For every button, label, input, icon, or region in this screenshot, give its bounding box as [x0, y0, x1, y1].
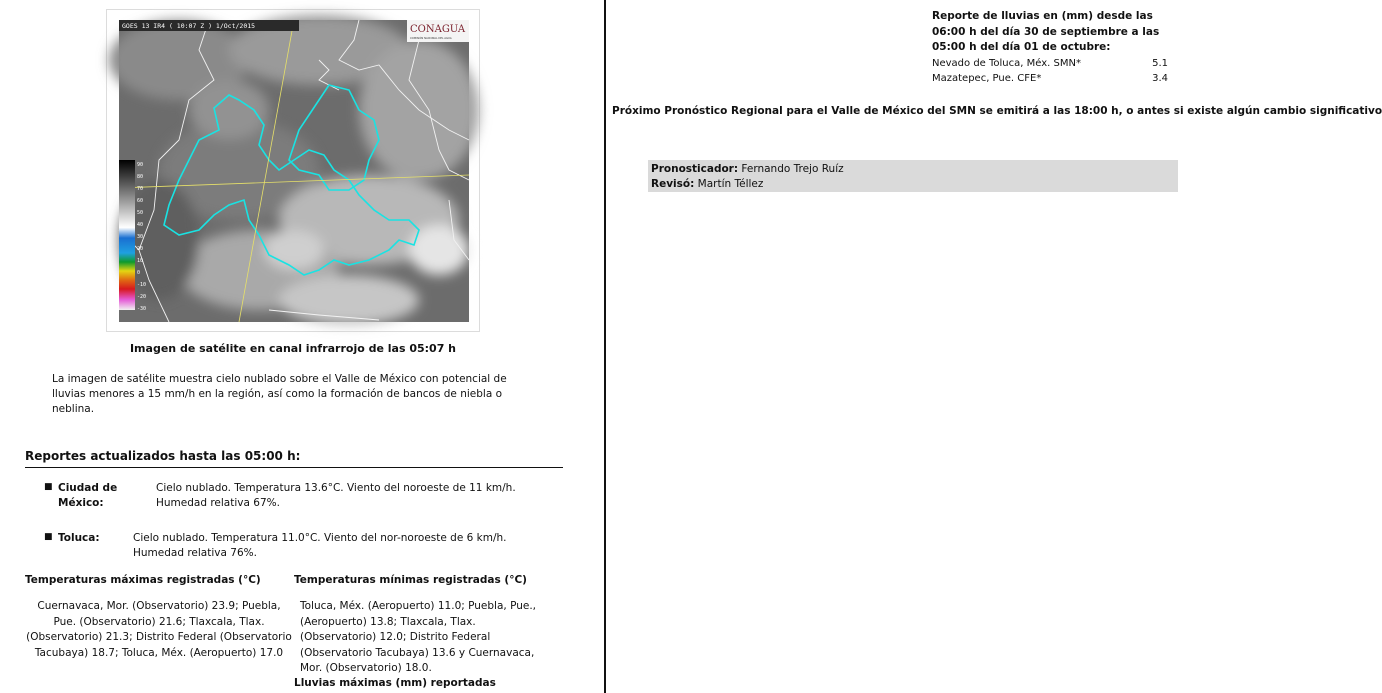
satellite-image-frame [106, 9, 480, 332]
scale-label: 50 [137, 210, 144, 216]
rain-report [932, 9, 1178, 86]
forecaster-label: Pronosticador: [651, 163, 739, 175]
reviewer-name: Martín Téllez [697, 178, 764, 190]
report-text: Cielo nublado. Temperatura 11.0°C. Viento del nor-noroeste de 6 km/h. Humedad relativa 76%. [133, 532, 507, 559]
forecaster-line [651, 162, 1175, 177]
report-text: Cielo nublado. Temperatura 13.6°C. Viento del noroeste de 11 km/h. Humedad relativa 67%. [156, 482, 516, 509]
scale-label: 60 [137, 198, 144, 204]
scale-label: 80 [137, 174, 144, 180]
conagua-logo-subtitle: COMISIÓN NACIONAL DEL AGUA [410, 37, 452, 40]
scale-label: 40 [137, 222, 144, 228]
satellite-description: La imagen de satélite muestra cielo nublado sobre el Valle de México con potencial de lluvias menores a 15 mm/h en la región, así como la formación de bancos de niebla o neblina. [52, 373, 507, 415]
temperature-color-scale [119, 160, 135, 310]
min-temps-list: Toluca, Méx. (Aeropuerto) 11.0; Puebla, Pue., (Aeropuerto) 13.8; Tlaxcala, Tlax. (Observatorio) 12.0; Distrito Federal (Observatorio Tacubaya) 13.6 y Cuernavaca, Mor. (Observatorio) 18.0. [300, 600, 537, 675]
report-item-toluca [44, 531, 564, 561]
scale-label: 20 [137, 246, 144, 252]
min-temps-title: Temperaturas mínimas registradas (°C) [294, 574, 527, 586]
rain-station: Mazatepec, Pue. CFE* [932, 72, 1042, 84]
conagua-logo: CONAGUA [410, 24, 466, 35]
report-item-ciudad-de-mexico [44, 481, 564, 511]
scale-label: 30 [137, 234, 144, 240]
reviewer-line [651, 177, 1175, 192]
scale-label: -10 [137, 282, 147, 288]
rain-value: 3.4 [1152, 72, 1168, 84]
rain-report-row [932, 71, 1168, 86]
forecaster-name: Fernando Trejo Ruíz [741, 163, 844, 175]
bullet-icon: ■ [44, 532, 53, 542]
scale-label: 0 [137, 270, 141, 276]
scale-label: -30 [137, 306, 147, 312]
report-label: Toluca: [58, 532, 100, 544]
next-forecast-notice: Próximo Pronóstico Regional para el Valle de México del SMN se emitirá a las 18:00 h, o antes si existe algún cambio significativo [612, 105, 1382, 117]
scale-label: 70 [137, 186, 144, 192]
reports-title: Reportes actualizados hasta las 05:00 h: [25, 449, 563, 468]
rain-report-heading: Reporte de lluvias en (mm) desde las 06:00 h del día 30 de septiembre a las 05:00 h del día 01 de octubre: [932, 10, 1160, 53]
report-label: Ciudad de México: [58, 482, 118, 509]
rain-station: Nevado de Toluca, Méx. SMN* [932, 57, 1081, 69]
satellite-caption: Imagen de satélite en canal infrarrojo de las 05:07 h [129, 342, 457, 355]
reviewer-label: Revisó: [651, 178, 695, 190]
rain-report-row [932, 56, 1168, 71]
max-rain-title: Lluvias máximas (mm) reportadas [294, 677, 496, 689]
column-divider [604, 0, 606, 693]
satellite-image [119, 20, 469, 322]
scale-label: -20 [137, 294, 147, 300]
satellite-banner: GOES 13 IR4 ( 10:07 Z ) 1/Oct/2015 [122, 22, 256, 30]
max-temps-list: Cuernavaca, Mor. (Observatorio) 23.9; Puebla, Pue. (Observatorio) 21.6; Tlaxcala, Tlax. (Observatorio) 21.3; Distrito Federal (Observatorio Tacubaya) 18.7; Toluca, Méx. (Aeropuerto) 17.0 [26, 600, 292, 659]
rain-value: 5.1 [1152, 57, 1168, 69]
signoff-box [648, 160, 1178, 192]
scale-label: 90 [137, 162, 144, 168]
scale-label: 10 [137, 258, 144, 264]
bullet-icon: ■ [44, 482, 53, 492]
max-temps-title: Temperaturas máximas registradas (°C) [25, 574, 261, 586]
